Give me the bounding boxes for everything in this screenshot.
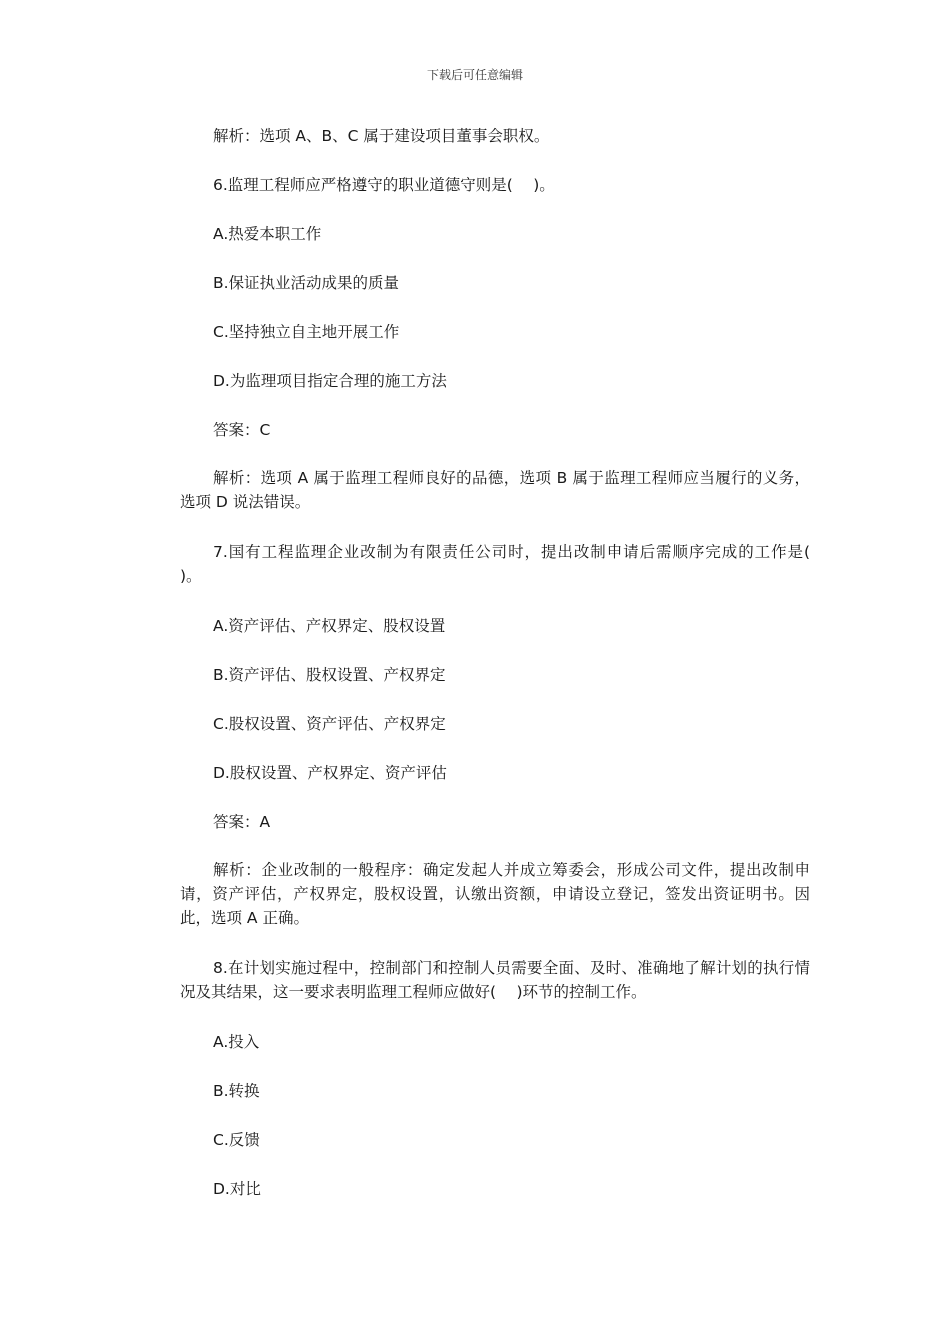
question-6: 6.监理工程师应严格遵守的职业道德守则是( )。: [213, 176, 555, 194]
option-7b: B.资产评估、股权设置、产权界定: [213, 666, 446, 684]
page-header: 下载后可任意编辑: [426, 68, 523, 82]
question-7: 7.国有工程监理企业改制为有限责任公司时，提出改制申请后需顺序完成的工作是( )。: [180, 543, 831, 585]
option-6c: C.坚持独立自主地开展工作: [213, 323, 400, 341]
option-6d: D.为监理项目指定合理的施工方法: [213, 372, 447, 390]
option-6b: B.保证执业活动成果的质量: [213, 274, 400, 292]
analysis-6: 解析：选项 A 属于监理工程师良好的品德，选项 B 属于监理工程师应当履行的义务，选项 D 说法错误。: [180, 469, 810, 511]
option-6a: A.热爱本职工作: [213, 225, 322, 243]
option-8d: D.对比: [213, 1180, 261, 1198]
option-8c: C.反馈: [213, 1131, 260, 1149]
question-8: 8.在计划实施过程中，控制部门和控制人员需要全面、及时、准确地了解计划的执行情况及其结果，这一要求表明监理工程师应做好( )环节的控制工作。: [180, 959, 810, 1001]
option-7c: C.股权设置、资产评估、产权界定: [213, 715, 446, 733]
option-8a: A.投入: [213, 1033, 260, 1051]
option-8b: B.转换: [213, 1082, 260, 1100]
option-7d: D.股权设置、产权界定、资产评估: [213, 764, 447, 782]
answer-6: 答案：C: [213, 421, 271, 439]
analysis-7: 解析：企业改制的一般程序：确定发起人并成立筹委会，形成公司文件，提出改制申请，资产评估，产权界定，股权设置，认缴出资额，申请设立登记，签发出资证明书。因此，选项 A 正确。: [180, 861, 810, 927]
analysis-5: 解析：选项 A、B、C 属于建设项目董事会职权。: [213, 127, 550, 145]
answer-7: 答案：A: [213, 813, 271, 831]
option-7a: A.资产评估、产权界定、股权设置: [213, 617, 446, 635]
